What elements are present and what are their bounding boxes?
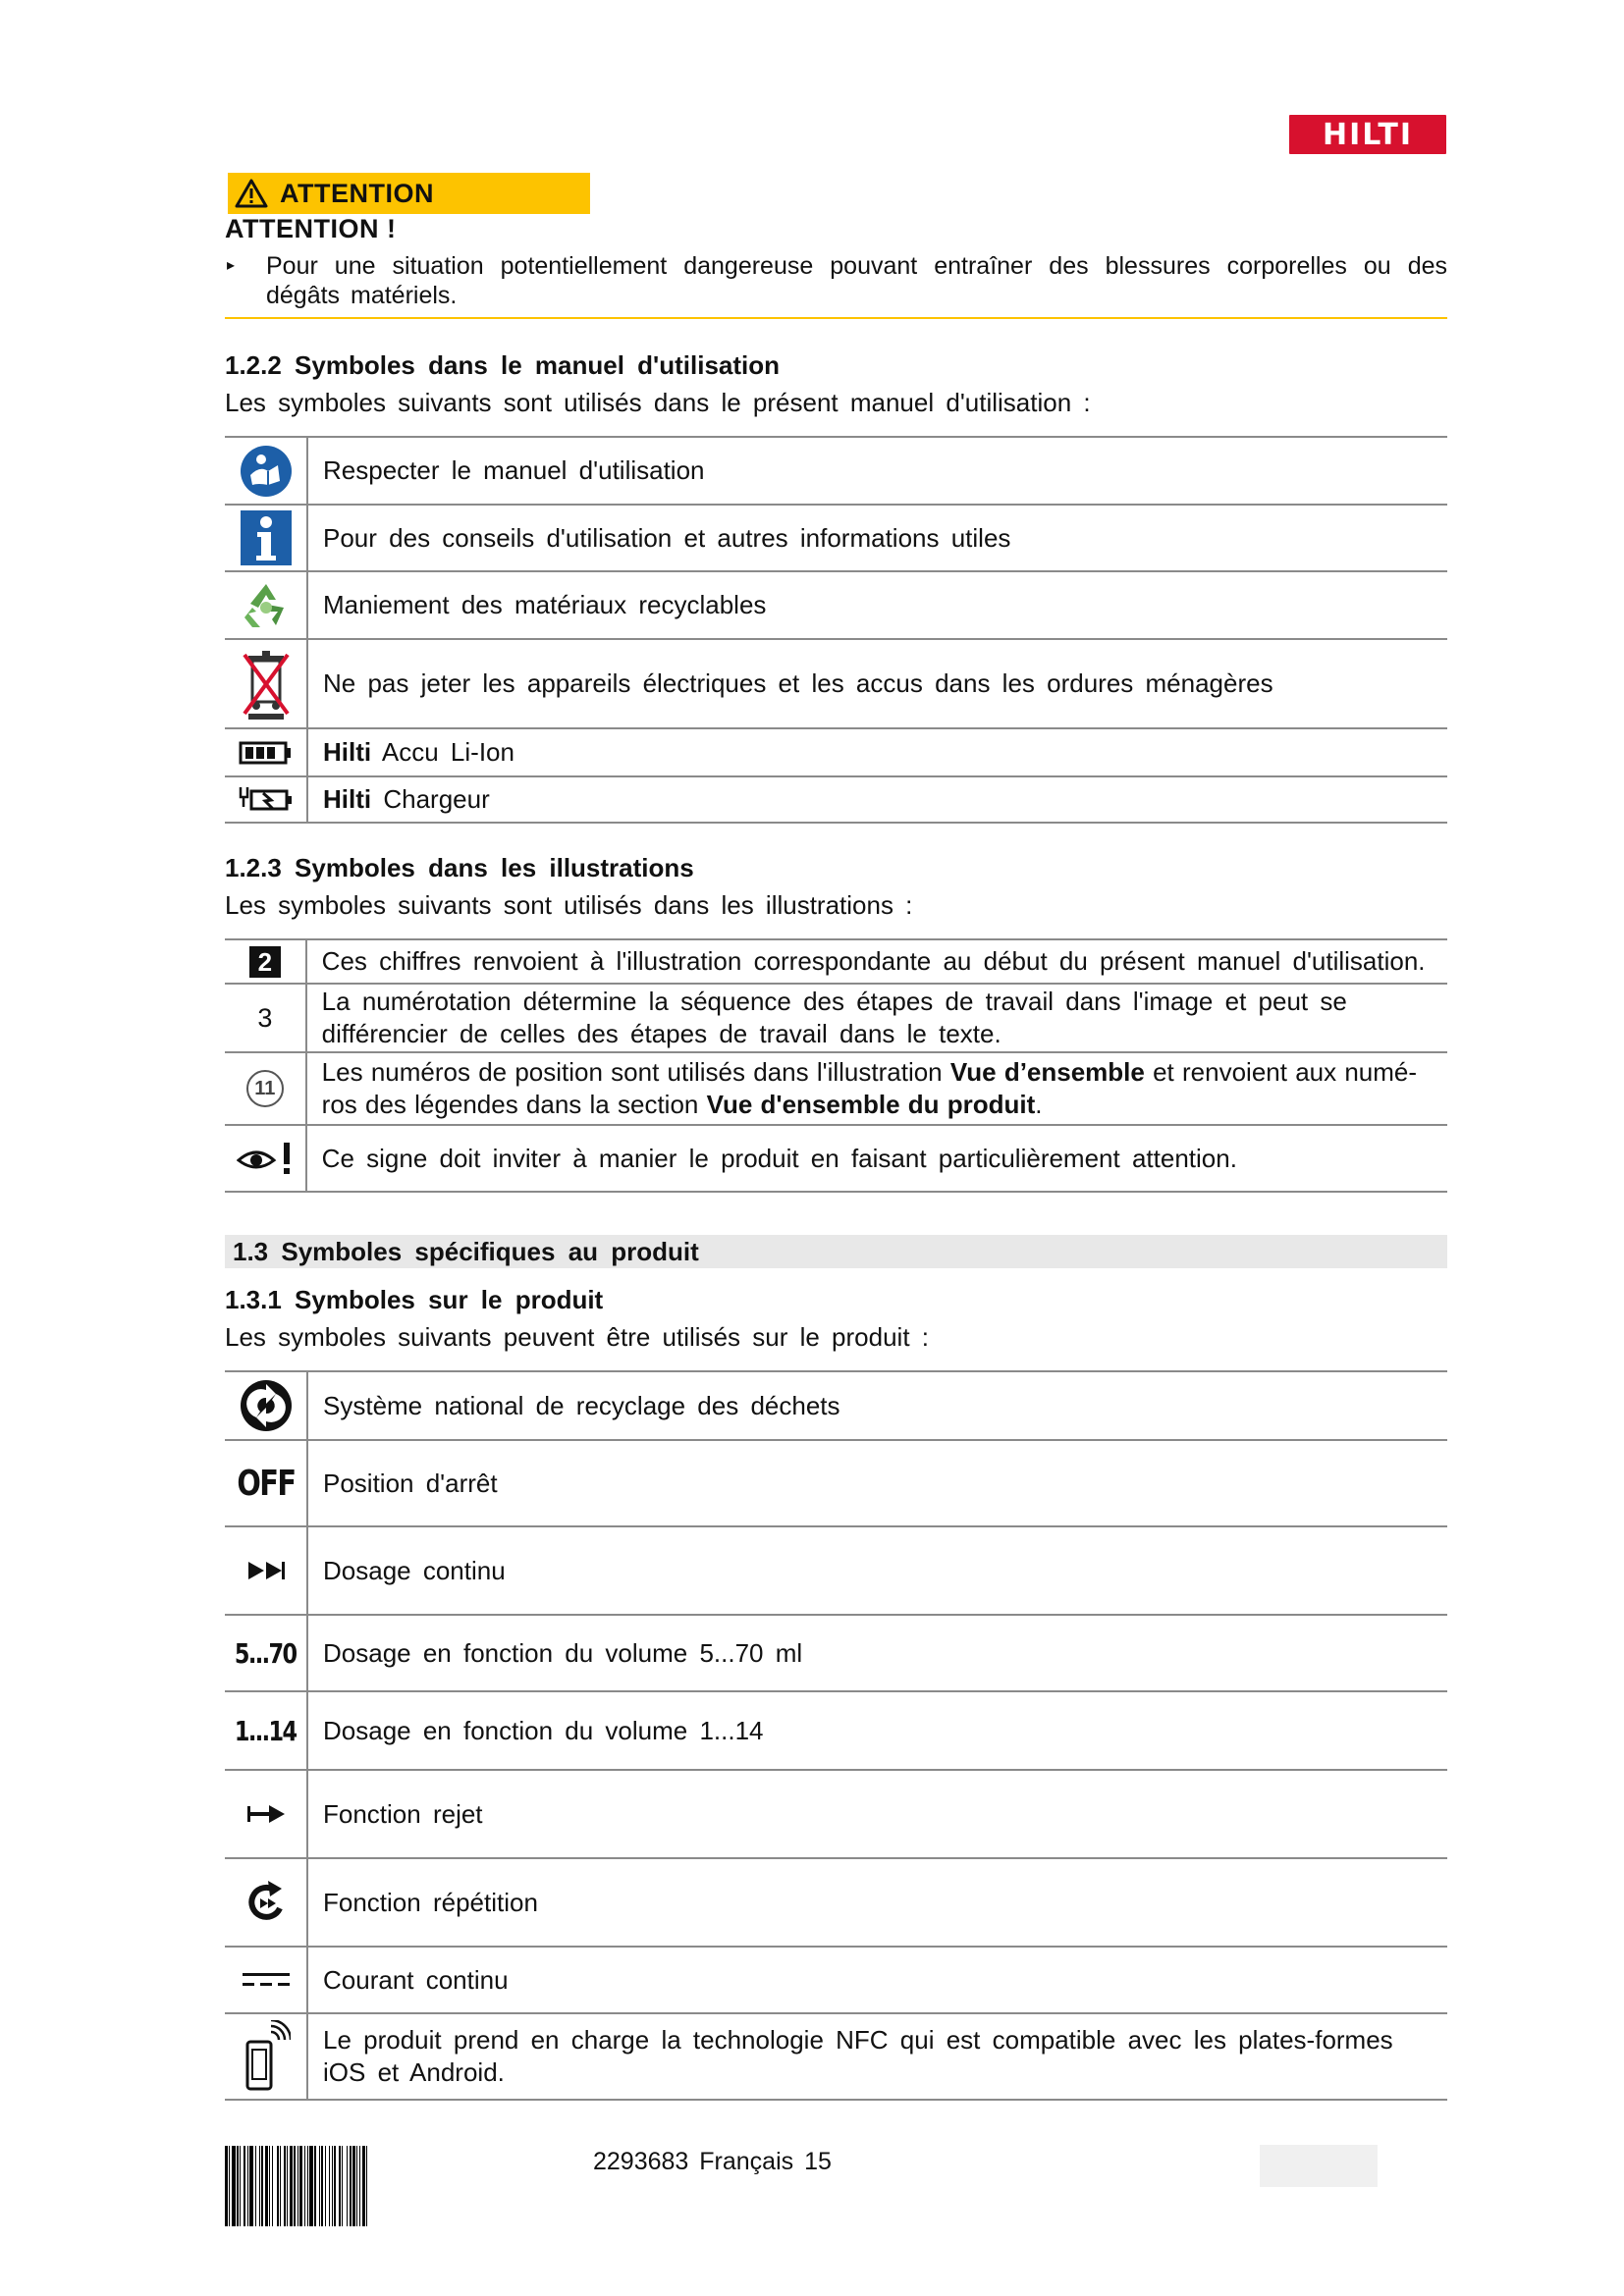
table-row [225,776,1447,823]
table-row [225,1526,1447,1615]
brand-bold: Hilti [323,737,372,767]
battery-icon [239,740,294,766]
divider [225,317,1447,319]
reject-arrow-icon [245,1803,287,1825]
table-row [225,1770,1447,1858]
table-row [225,728,1447,776]
table-row [225,1371,1447,1440]
table-cell: Courant continu [307,1947,1447,2013]
table-cell: Système national de recyclage des déchets [307,1371,1447,1440]
bullet-mark: ▸ [227,257,236,274]
section-title-13: 1.3 Symboles spécifiques au produit [233,1237,699,1266]
table-cell: Dosage en fonction du volume 1...14 [307,1691,1447,1770]
table-row [225,505,1447,571]
off-symbol: OFF [236,1463,296,1504]
table-row [225,984,1447,1052]
table-row [225,939,1447,984]
table-row [225,2013,1447,2100]
section-title-131: 1.3.1 Symboles sur le produit [225,1285,604,1314]
brand-bold: Hilti [323,784,372,814]
green-dot-recycling-icon [239,1378,294,1433]
table-row [225,437,1447,505]
charger-icon [238,783,295,817]
section-title-122: 1.2.2 Symboles dans le manuel d'utilisation [225,350,781,380]
table-row [225,1858,1447,1947]
figure-number-symbol: 2 [249,946,281,978]
section-intro-131: Les symboles suivants peuvent être utilisés sur le produit : [225,1322,930,1352]
table-row [225,1947,1447,2013]
table-row [225,1052,1447,1125]
table-cell: Fonction rejet [307,1770,1447,1858]
table-cell: Hilti Accu Li-Ion [307,728,1447,776]
volume-1-14-symbol: 1...14 [235,1714,297,1747]
table-cell: Les numéros de position sont utilisés dans l'illustration Vue d’ensemble et renvoient aux numé-ros des légendes dans la section Vue d'ensemble du produit. [306,1052,1447,1125]
direct-current-icon [241,1970,292,1990]
table-row [225,1615,1447,1691]
table-row [225,639,1447,728]
hilti-logo: HILTI [1289,115,1446,154]
table-row [225,571,1447,639]
symbols-table-manual [225,436,1447,824]
attention-heading: ATTENTION ! [225,214,397,243]
position-number-symbol: 11 [246,1070,284,1107]
table-cell: Ce signe doit inviter à manier le produit en faisant particulièrement attention. [306,1125,1447,1192]
warning-triangle-icon [235,179,268,208]
table-cell: Maniement des matériaux recyclables [307,571,1447,639]
step-number-symbol: 3 [257,1002,273,1033]
footer-stamp [1260,2145,1378,2187]
table-cell: Ne pas jeter les appareils électriques et les accus dans les ordures ménagères [307,639,1447,728]
attention-bullet [225,251,1447,310]
table-cell: Ces chiffres renvoient à l'illustration correspondante au début du présent manuel d'utilisation. [306,939,1447,984]
table-row [225,1125,1447,1192]
table-cell: Hilti Chargeur [307,776,1447,823]
section-intro-122: Les symboles suivants sont utilisés dans le présent manuel d'utilisation : [225,388,1091,417]
section-intro-123: Les symboles suivants sont utilisés dans les illustrations : [225,890,913,920]
table-cell: La numérotation détermine la séquence des étapes de travail dans l'image et peut se différencier de celles des étapes de travail dans le texte. [306,984,1447,1052]
attention-banner [228,173,590,214]
table-cell: Respecter le manuel d'utilisation [307,437,1447,505]
repeat-icon [244,1879,288,1926]
section-band-13 [225,1235,1447,1268]
crossed-bin-icon [239,647,294,721]
footer-page-info: 2293683 Français 15 [593,2148,832,2175]
barcode-bar [366,2146,367,2226]
symbols-table-product [225,1370,1447,2101]
section-title-123: 1.2.3 Symboles dans les illustrations [225,853,694,882]
table-cell: Position d'arrêt [307,1440,1447,1526]
read-manual-icon [239,444,294,499]
info-icon [241,510,292,565]
table-cell: Le produit prend en charge la technologie NFC qui est compatible avec les plates-formes iOS et Android. [307,2013,1447,2100]
volume-5-70-symbol: 5...70 [235,1636,297,1670]
table-row [225,1440,1447,1526]
barcode [225,2146,565,2226]
recycle-icon [239,578,294,633]
table-row [225,1691,1447,1770]
eye-attention-icon [237,1141,294,1176]
nfc-phone-icon [242,2020,291,2093]
fast-forward-icon [246,1560,286,1581]
table-cell: Dosage continu [307,1526,1447,1615]
table-cell: Pour des conseils d'utilisation et autres informations utiles [307,505,1447,571]
attention-label: ATTENTION [280,178,434,208]
table-cell: Dosage en fonction du volume 5...70 ml [307,1615,1447,1691]
table-cell: Fonction répétition [307,1858,1447,1947]
attention-text: Pour une situation potentiellement dangereuse pouvant entraîner des blessures corporelles ou des dégâts matériels. [266,252,1447,309]
symbols-table-illustrations [225,938,1447,1193]
